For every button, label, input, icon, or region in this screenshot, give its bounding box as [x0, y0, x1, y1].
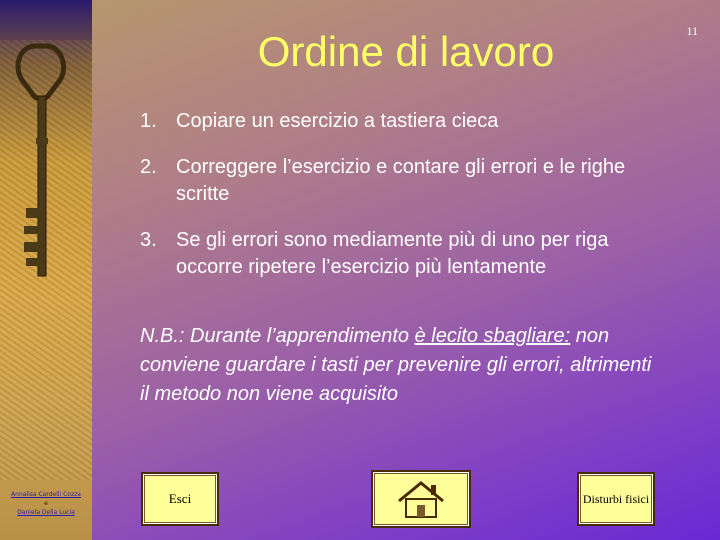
- note-part1: N.B.: Durante l’apprendimento: [140, 325, 415, 347]
- page-title: Ordine di lavoro: [257, 28, 555, 75]
- list-item-text: Copiare un esercizio a tastiera cieca: [176, 110, 499, 132]
- sidebar-key-image: [0, 0, 92, 540]
- author-link-1[interactable]: Annalisa Cardelli Cozza: [11, 491, 81, 498]
- note-part2: non conviene guardare i tasti per prevenire gli errori, altrimenti il metodo non viene acquisito: [140, 325, 652, 405]
- list-item-number: 2.: [140, 156, 157, 178]
- list-item-number: 1.: [140, 110, 157, 132]
- exit-button-label: Esci: [168, 491, 192, 506]
- credits: [0, 490, 92, 517]
- page-number: 11: [686, 24, 698, 38]
- exit-button[interactable]: [141, 472, 219, 526]
- home-icon: [393, 479, 449, 519]
- note-underlined: è lecito sbagliare:: [414, 325, 571, 347]
- list-item: [140, 154, 680, 208]
- list-item-number: 3.: [140, 229, 157, 251]
- steps-list: [140, 108, 680, 300]
- list-item-text: Correggere l’esercizio e contare gli errori e le righe scritte: [176, 156, 626, 205]
- author-link-2[interactable]: Daniela Della Lucia: [17, 509, 75, 516]
- list-item-text: Se gli errori sono mediamente più di uno per riga occorre ripetere l’esercizio più lentamente: [176, 229, 609, 278]
- physical-disorders-label: Disturbi fisici: [582, 492, 650, 506]
- physical-disorders-button[interactable]: [577, 472, 655, 526]
- antique-key-icon: [4, 38, 90, 288]
- note-paragraph: [140, 322, 660, 409]
- list-item: [140, 108, 680, 135]
- list-item: [140, 227, 680, 281]
- home-button[interactable]: [371, 470, 471, 528]
- credits-and: e: [44, 500, 48, 507]
